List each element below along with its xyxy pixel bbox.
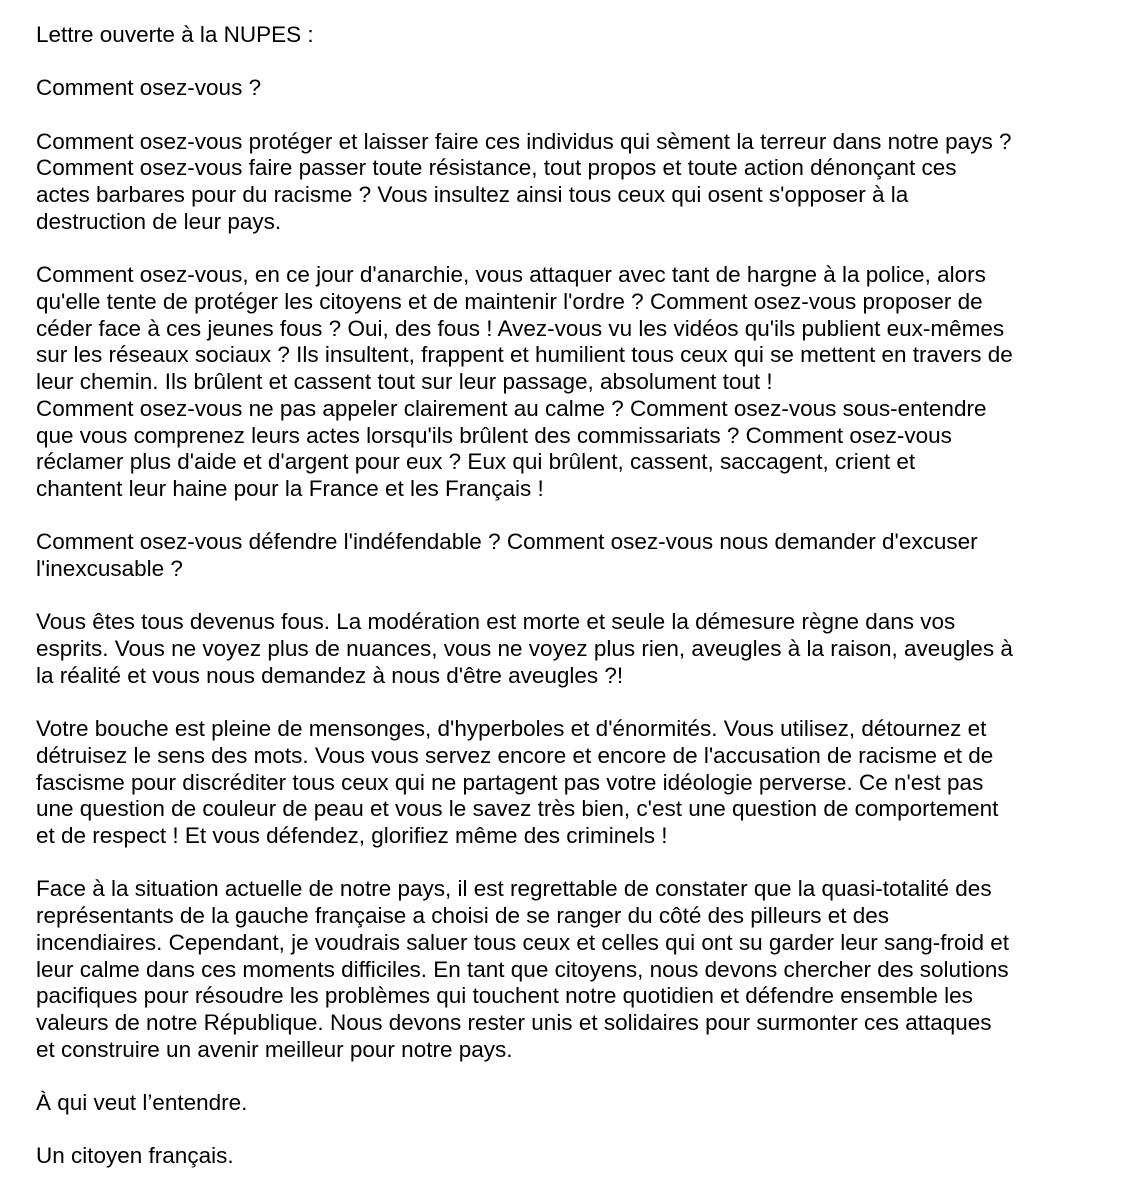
text-line: Comment osez-vous ne pas appeler clairement au calme ? Comment osez-vous sous-entendre [36, 395, 987, 421]
letter-paragraph [36, 529, 1121, 582]
text-line: que vous comprenez leurs actes lorsqu'ils brûlent des commissariats ? Comment osez-vous [36, 422, 952, 448]
text-line: la réalité et vous nous demandez à nous d'être aveugles ?! [36, 662, 624, 688]
text-line: et construire un avenir meilleur pour notre pays. [36, 1036, 513, 1062]
letter-paragraph [36, 262, 1121, 502]
text-line: actes barbares pour du racisme ? Vous insultez ainsi tous ceux qui osent s'opposer à la [36, 182, 909, 208]
text-line: Un citoyen français. [36, 1143, 234, 1169]
text-line: détruisez le sens des mots. Vous vous servez encore et encore de l'accusation de racisme et de [36, 742, 994, 768]
letter-opening [36, 75, 1121, 102]
letter-closing [36, 1090, 1121, 1117]
text-line: esprits. Vous ne voyez plus de nuances, vous ne voyez plus rien, aveugles à la raison, aveugles à [36, 636, 1013, 662]
text-line: représentants de la gauche française a choisi de se ranger du côté des pilleurs et des [36, 903, 890, 929]
text-line: À qui veut l’entendre. [36, 1090, 248, 1115]
text-line: réclamer plus d'aide et d'argent pour eux ? Eux qui brûlent, cassent, saccagent, crient et [36, 449, 916, 475]
text-line: l'inexcusable ? [36, 556, 183, 581]
letter-document [36, 22, 1121, 1170]
letter-title [36, 22, 1121, 49]
text-line: valeurs de notre République. Nous devons rester unis et solidaires pour surmonter ces attaques [36, 1009, 992, 1035]
text-line: sur les réseaux sociaux ? Ils insultent, frappent et humilient tous ceux qui se mettent en travers de [36, 342, 1013, 368]
letter-paragraph [36, 716, 1121, 850]
text-line: Comment osez-vous ? [36, 75, 262, 101]
letter-signature [36, 1143, 1121, 1170]
text-line: Lettre ouverte à la NUPES : [36, 22, 314, 47]
text-line: Comment osez-vous défendre l'indéfendable ? Comment osez-vous nous demander d'excuser [36, 529, 978, 555]
text-line: qu'elle tente de protéger les citoyens et de maintenir l'ordre ? Comment osez-vous proposer de [36, 288, 983, 314]
text-line: leur calme dans ces moments difficiles. En tant que citoyens, nous devons chercher des solutions [36, 956, 1009, 982]
text-line: Vous êtes tous devenus fous. La modération est morte et seule la démesure règne dans vos [36, 609, 956, 635]
text-line: leur chemin. Ils brûlent et cassent tout sur leur passage, absolument tout ! [36, 369, 773, 395]
text-line: Votre bouche est pleine de mensonges, d'hyperboles et d'énormités. Vous utilisez, détournez et [36, 716, 987, 742]
text-line: Comment osez-vous, en ce jour d'anarchie, vous attaquer avec tant de hargne à la police, alors [36, 262, 986, 288]
letter-paragraph [36, 609, 1121, 689]
text-line: Face à la situation actuelle de notre pays, il est regrettable de constater que la quasi-totalité des [36, 876, 992, 902]
text-line: Comment osez-vous faire passer toute résistance, tout propos et toute action dénonçant ces [36, 155, 957, 181]
letter-paragraph [36, 129, 1121, 236]
text-line: une question de couleur de peau et vous le savez très bien, c'est une question de comportement [36, 796, 999, 822]
text-line: céder face à ces jeunes fous ? Oui, des fous ! Avez-vous vu les vidéos qu'ils publient eux-mêmes [36, 315, 1005, 341]
text-line: Comment osez-vous protéger et laisser faire ces individus qui sèment la terreur dans notre pays ? [36, 128, 1012, 154]
letter-paragraph [36, 876, 1121, 1063]
text-line: et de respect ! Et vous défendez, glorifiez même des criminels ! [36, 823, 668, 848]
text-line: destruction de leur pays. [36, 208, 282, 234]
text-line: fascisme pour discréditer tous ceux qui ne partagent pas votre idéologie perverse. Ce n'est pas [36, 769, 984, 795]
text-line: chantent leur haine pour la France et les Français ! [36, 475, 544, 501]
text-line: incendiaires. Cependant, je voudrais saluer tous ceux et celles qui ont su garder leur sang-froid et [36, 929, 1010, 955]
text-line: pacifiques pour résoudre les problèmes qui touchent notre quotidien et défendre ensemble les [36, 983, 973, 1009]
